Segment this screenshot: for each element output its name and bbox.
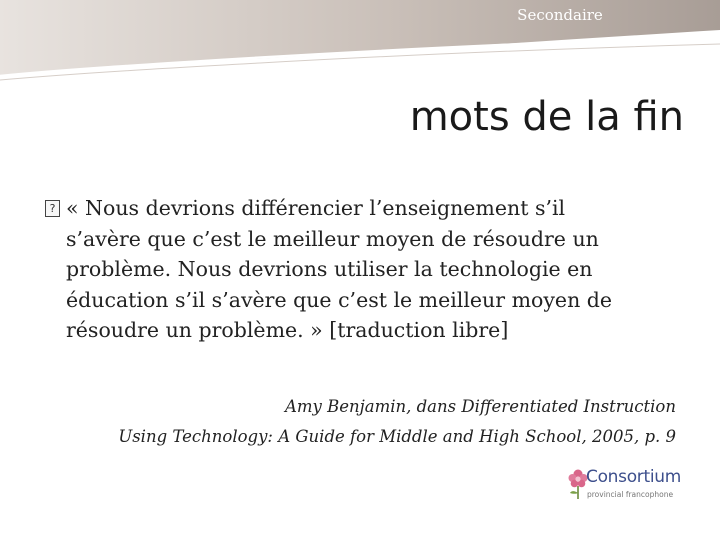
- consortium-logo: [566, 466, 686, 506]
- quote-line: problème. Nous devrions utiliser la technologie en: [66, 257, 593, 281]
- quote-line: éducation s’il s’avère que c’est le meilleur moyen de: [66, 287, 613, 312]
- quote-line: « Nous devrions différencier l’enseignement s’il: [66, 196, 566, 220]
- quote-block: [46, 193, 666, 346]
- missing-glyph-icon: ?: [45, 200, 60, 217]
- citation: [76, 392, 676, 452]
- logo-subtitle: provincial francophone: [587, 490, 674, 499]
- quote-line: résoudre un problème. » [traduction libre]: [66, 318, 509, 342]
- header-label: Secondaire: [517, 6, 603, 24]
- quote-line: s’avère que c’est le meilleur moyen de résoudre un: [66, 226, 599, 251]
- citation-line: Using Technology: A Guide for Middle and High School, 2005, p. 9: [118, 427, 676, 446]
- citation-line: Amy Benjamin, dans Differentiated Instruction: [284, 397, 676, 416]
- slide-title: mots de la fin: [409, 94, 684, 140]
- logo-name: Consortium: [586, 467, 682, 487]
